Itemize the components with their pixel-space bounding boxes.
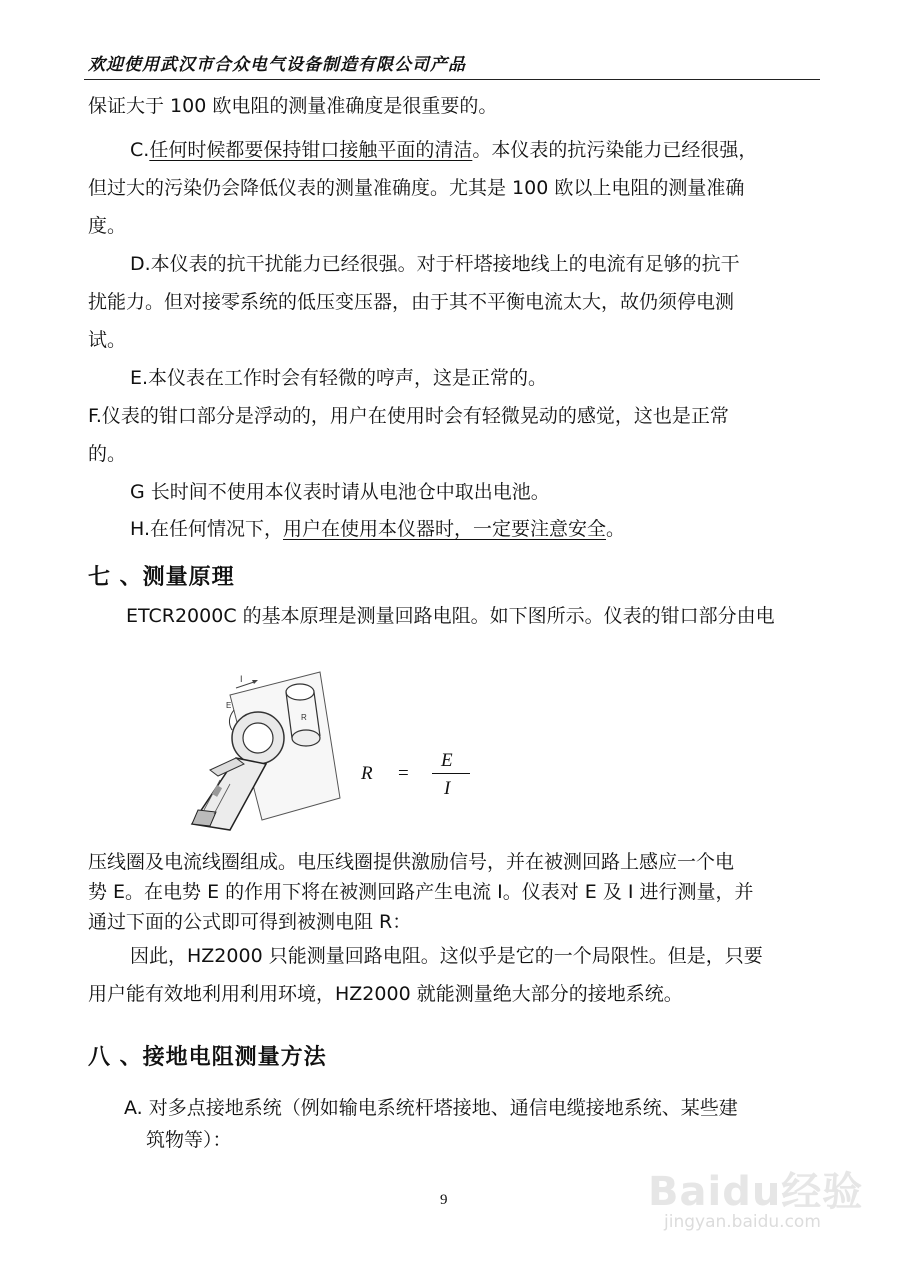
text-line-e: E.本仪表在工作时会有轻微的哼声，这是正常的。: [130, 367, 548, 389]
baidu-watermark-url: jingyan.baidu.com: [664, 1212, 821, 1232]
header-divider: [84, 79, 820, 80]
clamp-meter-diagram: [170, 660, 350, 840]
item-marker: C.: [130, 139, 150, 161]
text-line: 试。: [88, 329, 127, 351]
text-line: 但过大的污染仍会降低仪表的测量准确度。尤其是 100 欧以上电阻的测量准确: [88, 177, 745, 199]
baidu-watermark-logo: Baidu经验: [648, 1169, 864, 1215]
text-line: 势 E。在电势 E 的作用下将在被测回路产生电流 I。仪表对 E 及 I 进行测量，并: [88, 881, 754, 903]
text-line: 压线圈及电流线圈组成。电压线圈提供激励信号，并在被测回路上感应一个电: [88, 851, 735, 873]
text-line: 的。: [88, 443, 127, 465]
page-number: 9: [440, 1192, 448, 1208]
text-line-f: F.仪表的钳口部分是浮动的，用户在使用时会有轻微晃动的感觉，这也是正常: [88, 405, 729, 427]
formula-denominator: I: [444, 778, 451, 799]
label-resistor: R: [301, 713, 307, 722]
formula-lhs: R: [361, 763, 373, 784]
text-span: 。本仪表的抗污染能力已经很强，: [472, 139, 758, 161]
label-emf: E: [226, 701, 232, 710]
text-line: 用户能有效地利用利用环境，HZ2000 就能测量绝大部分的接地系统。: [88, 983, 683, 1005]
text-span: 。: [606, 518, 626, 540]
formula-numerator: E: [441, 750, 453, 771]
text-line-a: A. 对多点接地系统（例如输电系统杆塔接地、通信电缆接地系统、某些建: [124, 1097, 738, 1119]
text-line-d: D.本仪表的抗干扰能力已经很强。对于杆塔接地线上的电流有足够的抗干: [130, 253, 740, 275]
text-line: 保证大于 100 欧电阻的测量准确度是很重要的。: [88, 95, 498, 117]
text-line-h: [130, 517, 625, 541]
underlined-text: 任何时候都要保持钳口接触平面的清洁: [149, 139, 473, 161]
text-line-c: [130, 138, 757, 162]
text-line: 因此，HZ2000 只能测量回路电阻。这似乎是它的一个局限性。但是，只要: [130, 945, 763, 967]
page-header-title: 欢迎使用武汉市合众电气设备制造有限公司产品: [88, 55, 466, 75]
text-line: 扰能力。但对接零系统的低压变压器，由于其不平衡电流太大，故仍须停电测: [88, 291, 735, 313]
label-current: I: [240, 674, 243, 684]
section-heading-8: 八 、接地电阻测量方法: [88, 1045, 327, 1070]
text-line-g: G 长时间不使用本仪表时请从电池仓中取出电池。: [130, 481, 550, 503]
text-line: 筑物等）：: [146, 1129, 232, 1151]
formula-equals: =: [398, 763, 409, 784]
text-line: 通过下面的公式即可得到被测电阻 R：: [88, 911, 412, 933]
underlined-text: 用户在使用本仪器时，一定要注意安全: [283, 518, 607, 540]
fraction-bar: [432, 773, 470, 774]
current-arrow: [236, 682, 254, 688]
text-span: H.在任何情况下，: [130, 518, 283, 540]
text-line: ETCR2000C 的基本原理是测量回路电阻。如下图所示。仪表的钳口部分由电: [126, 605, 775, 627]
section-heading-7: 七 、测量原理: [88, 565, 235, 590]
text-line: 度。: [88, 215, 127, 237]
